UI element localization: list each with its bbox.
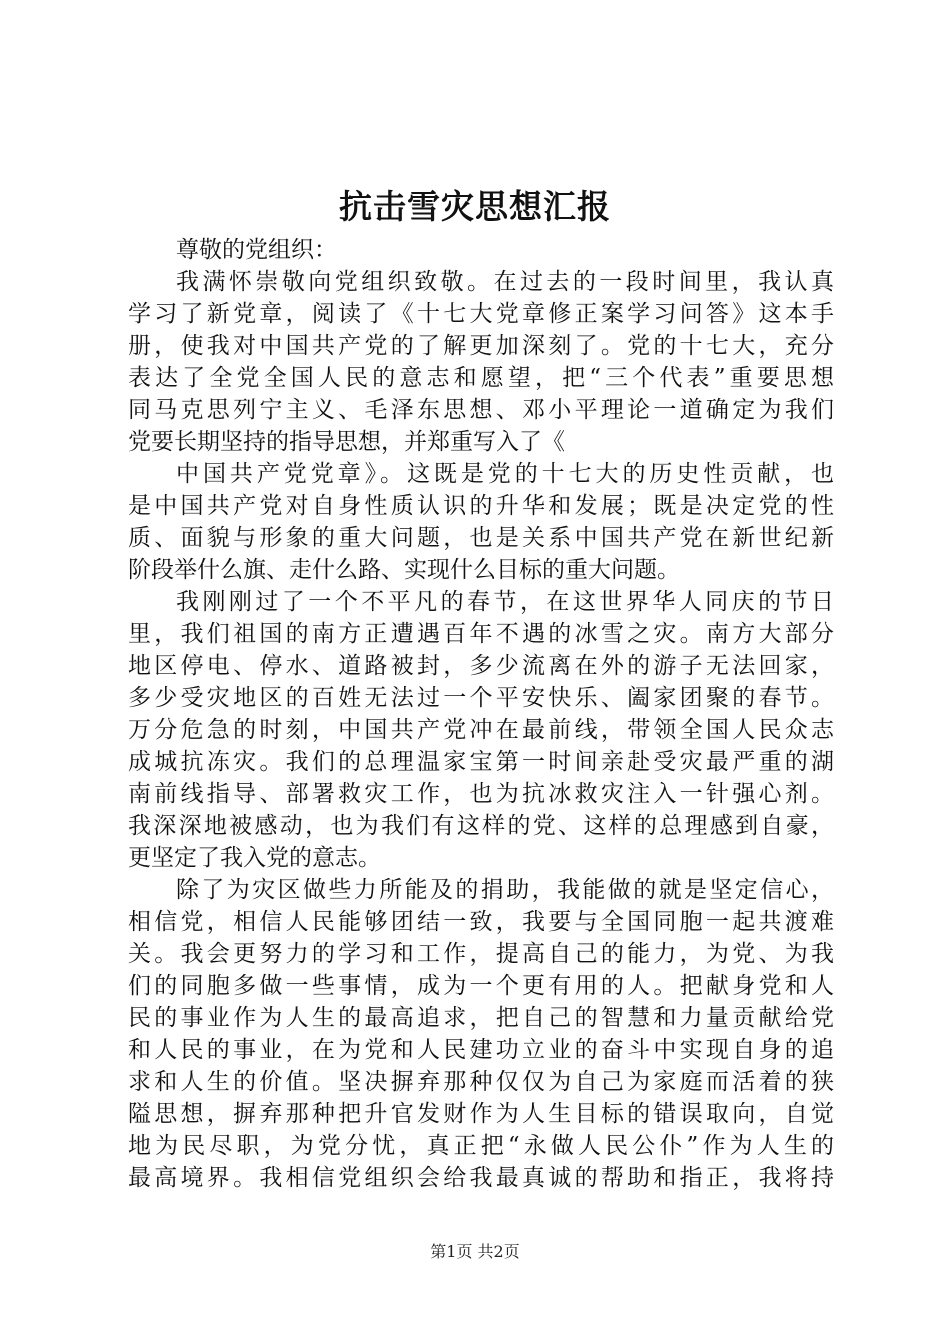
body-line: 质、面貌与形象的重大问题，也是关系中国共产党在新世纪新 [128,525,834,551]
body-line: 南前线指导、部署救灾工作，也为抗冰救灾注入一针强心剂。 [128,781,834,807]
body-line: 相信党，相信人民能够团结一致，我要与全国同胞一起共渡难 [128,909,834,935]
body-line: 多少受灾地区的百姓无法过一个平安快乐、阖家团聚的春节。 [128,685,834,711]
body-line: 万分危急的时刻，中国共产党冲在最前线，带领全国人民众志 [128,717,834,743]
body-line: 成城抗冻灾。我们的总理温家宝第一时间亲赴受灾最严重的湖 [128,749,834,775]
body-line: 地区停电、停水、道路被封，多少流离在外的游子无法回家， [128,653,834,679]
page-footer: 第1页 共2页 [430,1242,520,1261]
body-line: 我刚刚过了一个不平凡的春节，在这世界华人同庆的节日 [176,589,834,615]
body-line: 阶段举什么旗、走什么路、实现什么目标的重大问题。 [128,557,680,583]
body-line: 们的同胞多做一些事情，成为一个更有用的人。把献身党和人 [128,973,834,999]
body-line: 里，我们祖国的南方正遭遇百年不遇的冰雪之灾。南方大部分 [128,621,834,647]
body-line: 更坚定了我入党的意志。 [128,845,381,871]
body-line: 我满怀崇敬向党组织致敬。在过去的一段时间里，我认真 [176,269,834,295]
body-line: 民的事业作为人生的最高追求，把自己的智慧和力量贡献给党 [128,1005,834,1031]
body-line: 地为民尽职，为党分忧，真正把“永做人民公仆”作为人生的 [128,1133,834,1159]
body-line: 中国共产党党章》。这既是党的十七大的历史性贡献，也 [176,461,834,487]
body-line: 关。我会更努力的学习和工作，提高自己的能力，为党、为我 [128,941,834,967]
body-line: 求和人生的价值。坚决摒弃那种仅仅为自己为家庭而活着的狭 [128,1069,834,1095]
body-line: 隘思想，摒弃那种把升官发财作为人生目标的错误取向，自觉 [128,1101,834,1127]
body-line: 我深深地被感动，也为我们有这样的党、这样的总理感到自豪， [128,813,834,839]
document-body [128,234,834,1194]
salutation: 尊敬的党组织： [176,237,337,263]
body-line: 党要长期坚持的指导思想，并郑重写入了《 [128,429,565,455]
body-line: 同马克思列宁主义、毛泽东思想、邓小平理论一道确定为我们 [128,397,834,423]
body-line: 和人民的事业，在为党和人民建功立业的奋斗中实现自身的追 [128,1037,834,1063]
body-line: 除了为灾区做些力所能及的捐助，我能做的就是坚定信心， [176,877,834,903]
body-line: 学习了新党章，阅读了《十七大党章修正案学习问答》这本手 [128,301,834,327]
body-line: 是中国共产党对自身性质认识的升华和发展；既是决定党的性 [128,493,834,519]
body-line: 表达了全党全国人民的意志和愿望，把“三个代表”重要思想 [128,365,834,391]
document-title: 抗击雪灾思想汇报 [339,187,611,226]
body-line: 册，使我对中国共产党的了解更加深刻了。党的十七大，充分 [128,333,834,359]
body-line: 最高境界。我相信党组织会给我最真诚的帮助和指正，我将持 [128,1165,834,1191]
